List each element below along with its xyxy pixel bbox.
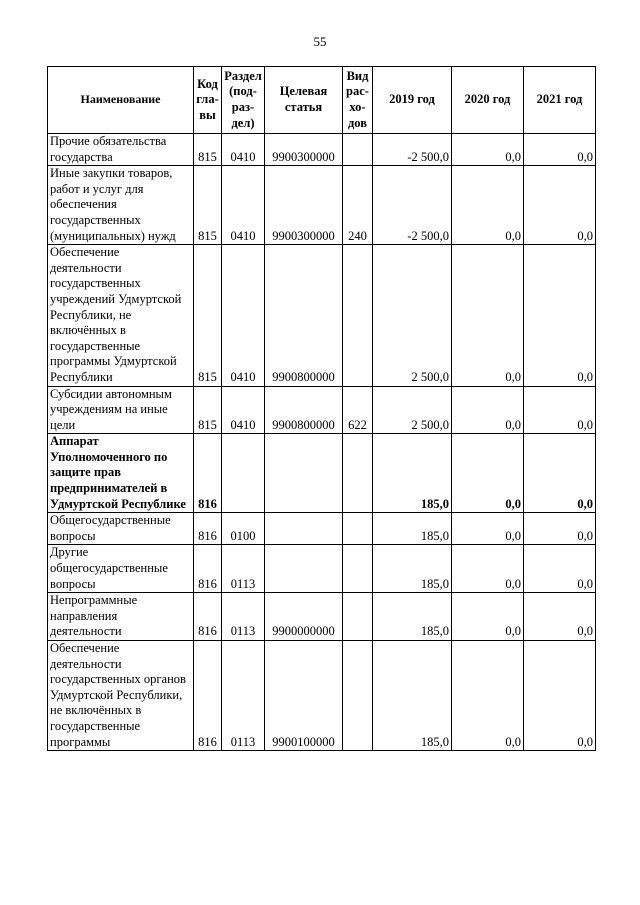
cell-code: 816 <box>194 513 222 545</box>
cell-2021: 0,0 <box>524 386 596 434</box>
cell-section: 0410 <box>222 245 265 386</box>
cell-code: 815 <box>194 134 222 166</box>
cell-name: Прочие обязательства государства <box>48 134 194 166</box>
header-name: Наименование <box>48 67 194 134</box>
cell-2021: 0,0 <box>524 513 596 545</box>
cell-name: Субсидии автономным учреждениям на иные цели <box>48 386 194 434</box>
table-row <box>48 513 596 545</box>
cell-2019: 185,0 <box>373 513 452 545</box>
cell-kind <box>343 641 373 751</box>
table-row <box>48 386 596 434</box>
cell-code: 816 <box>194 434 222 513</box>
cell-2021: 0,0 <box>524 166 596 245</box>
cell-kind <box>343 434 373 513</box>
cell-section: 0410 <box>222 166 265 245</box>
header-2020: 2020 год <box>452 67 524 134</box>
cell-2021: 0,0 <box>524 545 596 593</box>
cell-code: 815 <box>194 386 222 434</box>
cell-section: 0113 <box>222 545 265 593</box>
cell-2020: 0,0 <box>452 641 524 751</box>
cell-2020: 0,0 <box>452 434 524 513</box>
header-target: Целевая статья <box>265 67 343 134</box>
cell-2019: 2 500,0 <box>373 386 452 434</box>
cell-2020: 0,0 <box>452 386 524 434</box>
cell-target: 9900000000 <box>265 593 343 641</box>
cell-name: Общегосударственные вопросы <box>48 513 194 545</box>
cell-2020: 0,0 <box>452 513 524 545</box>
cell-2020: 0,0 <box>452 166 524 245</box>
cell-code: 816 <box>194 545 222 593</box>
cell-target <box>265 434 343 513</box>
cell-2021: 0,0 <box>524 134 596 166</box>
cell-section: 0100 <box>222 513 265 545</box>
cell-2019: -2 500,0 <box>373 134 452 166</box>
budget-table <box>47 66 596 751</box>
header-2021: 2021 год <box>524 67 596 134</box>
cell-target: 9900800000 <box>265 245 343 386</box>
header-kind: Вид рас- хо- дов <box>343 67 373 134</box>
cell-2019: 185,0 <box>373 641 452 751</box>
cell-kind <box>343 593 373 641</box>
header-code: Код гла- вы <box>194 67 222 134</box>
cell-kind <box>343 245 373 386</box>
cell-kind: 622 <box>343 386 373 434</box>
cell-name: Обеспечение деятельности государственных учреждений Удмуртской Республики, не включённых в государственные программы Удмуртской Республики <box>48 245 194 386</box>
cell-2020: 0,0 <box>452 245 524 386</box>
cell-section: 0113 <box>222 641 265 751</box>
cell-target <box>265 545 343 593</box>
cell-2020: 0,0 <box>452 593 524 641</box>
cell-2019: -2 500,0 <box>373 166 452 245</box>
cell-2019: 2 500,0 <box>373 245 452 386</box>
cell-2019: 185,0 <box>373 434 452 513</box>
cell-target: 9900800000 <box>265 386 343 434</box>
cell-kind <box>343 545 373 593</box>
table-row <box>48 593 596 641</box>
table-row <box>48 134 596 166</box>
cell-code: 816 <box>194 641 222 751</box>
cell-target: 9900300000 <box>265 134 343 166</box>
table-row <box>48 434 596 513</box>
cell-2019: 185,0 <box>373 545 452 593</box>
cell-2020: 0,0 <box>452 545 524 593</box>
cell-2021: 0,0 <box>524 593 596 641</box>
cell-section: 0410 <box>222 134 265 166</box>
cell-code: 815 <box>194 245 222 386</box>
table-header-row <box>48 67 596 134</box>
cell-name: Обеспечение деятельности государственных органов Удмуртской Республики, не включённых в государственные программы <box>48 641 194 751</box>
page-number: 55 <box>313 34 327 49</box>
cell-target: 9900100000 <box>265 641 343 751</box>
cell-kind <box>343 134 373 166</box>
cell-2021: 0,0 <box>524 434 596 513</box>
cell-2021: 0,0 <box>524 245 596 386</box>
table-row <box>48 545 596 593</box>
cell-kind <box>343 513 373 545</box>
cell-name: Непрограммные направления деятельности <box>48 593 194 641</box>
cell-kind: 240 <box>343 166 373 245</box>
table-row <box>48 641 596 751</box>
cell-2021: 0,0 <box>524 641 596 751</box>
cell-code: 816 <box>194 593 222 641</box>
cell-name: Иные закупки товаров, работ и услуг для обеспечения государственных (муниципальных) нужд <box>48 166 194 245</box>
header-section: Раздел (под- раз- дел) <box>222 67 265 134</box>
cell-2020: 0,0 <box>452 134 524 166</box>
cell-section: 0410 <box>222 386 265 434</box>
header-2019: 2019 год <box>373 67 452 134</box>
table-row <box>48 245 596 386</box>
cell-code: 815 <box>194 166 222 245</box>
cell-target <box>265 513 343 545</box>
cell-name: Другие общегосударственные вопросы <box>48 545 194 593</box>
cell-name: Аппарат Уполномоченного по защите прав предпринимателей в Удмуртской Республике <box>48 434 194 513</box>
cell-2019: 185,0 <box>373 593 452 641</box>
table-row <box>48 166 596 245</box>
cell-section: 0113 <box>222 593 265 641</box>
cell-target: 9900300000 <box>265 166 343 245</box>
cell-section <box>222 434 265 513</box>
